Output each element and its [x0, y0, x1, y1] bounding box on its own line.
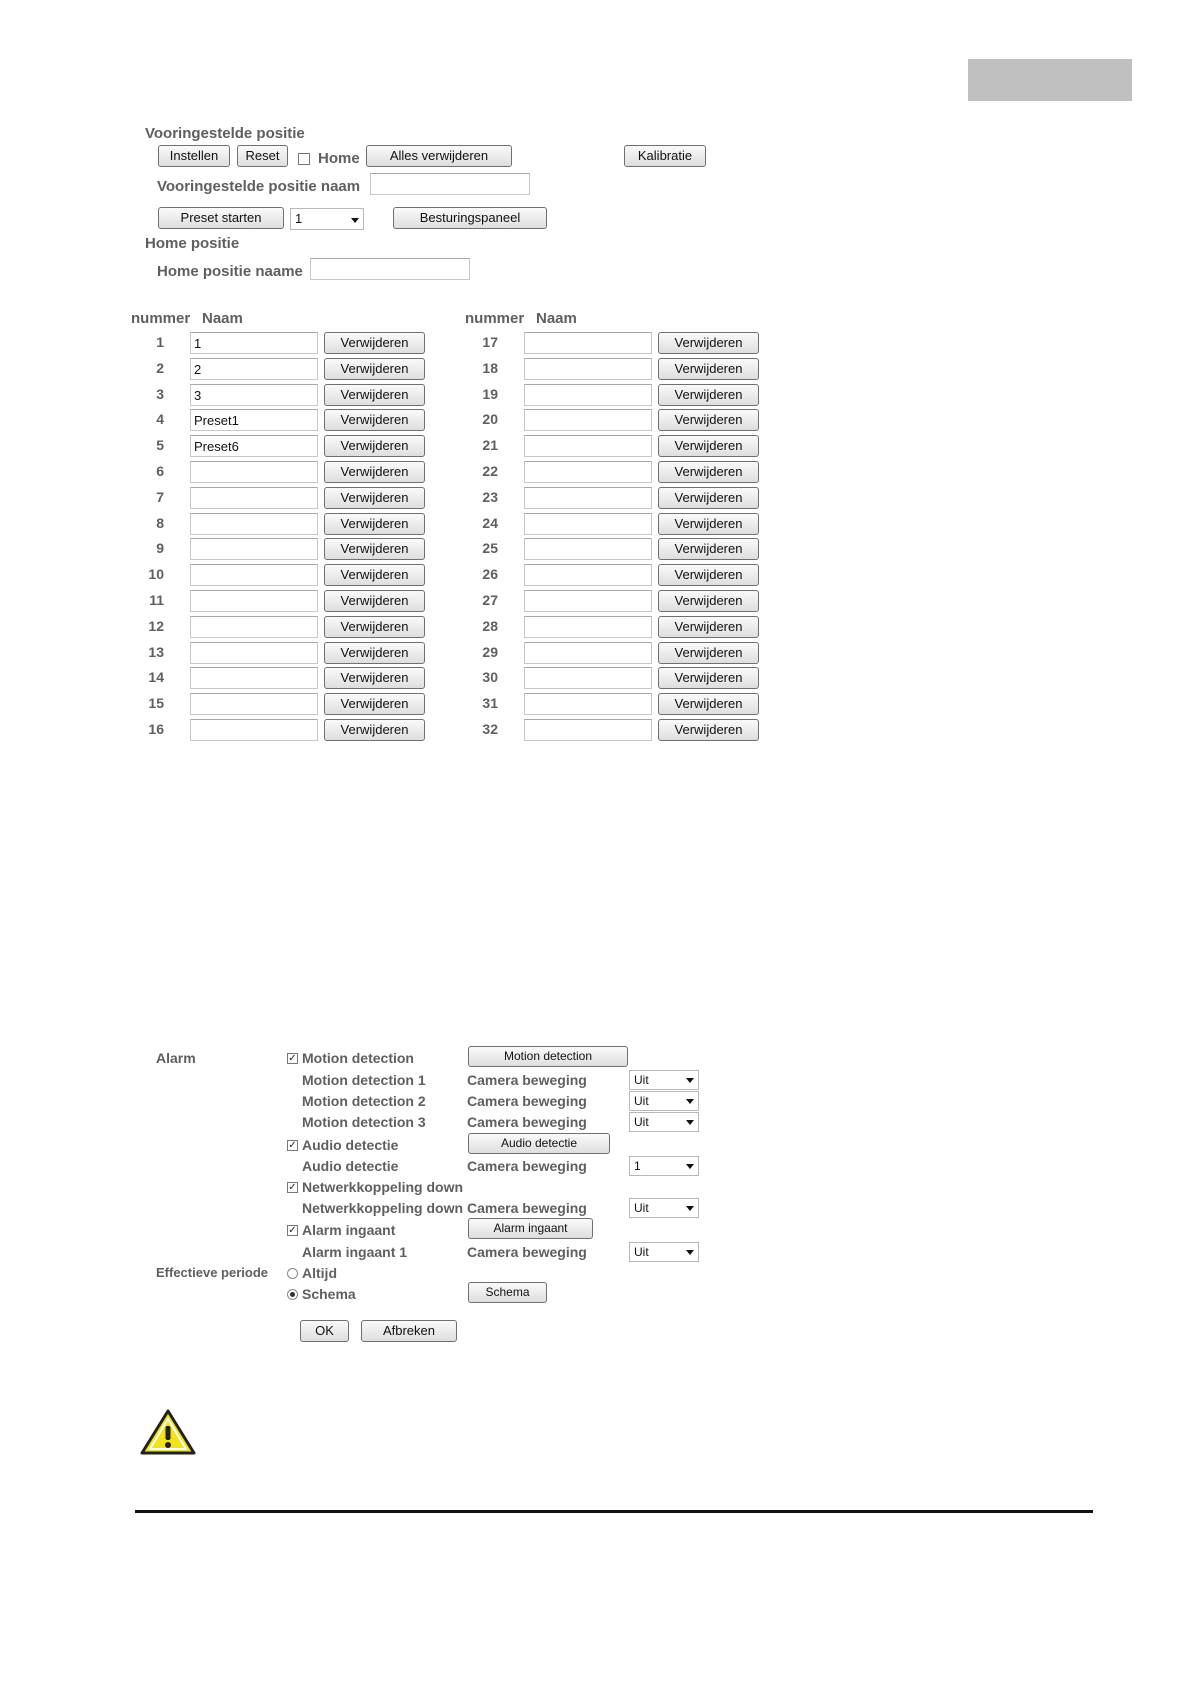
row-name-input[interactable]	[524, 461, 652, 483]
row-number: 12	[148, 617, 164, 634]
row-name-input[interactable]	[524, 435, 652, 457]
row-number: 15	[148, 695, 164, 712]
row-number: 13	[148, 643, 164, 660]
verwijderen-button[interactable]: Verwijderen	[324, 616, 425, 638]
row-number: 11	[149, 592, 164, 608]
md1-select-value: Uit	[634, 1073, 649, 1087]
row-number: 21	[482, 437, 498, 454]
chevron-down-icon	[686, 1120, 694, 1125]
verwijderen-button[interactable]: Verwijderen	[324, 642, 425, 664]
instellen-button[interactable]: Instellen	[158, 145, 230, 167]
alarm-title: Alarm	[156, 1050, 196, 1066]
verwijderen-button[interactable]: Verwijderen	[658, 642, 759, 664]
col-num-header-right: nummer	[465, 310, 525, 327]
verwijderen-button[interactable]: Verwijderen	[324, 461, 425, 483]
md1-label: Motion detection 1	[302, 1072, 426, 1088]
row-number: 26	[482, 566, 498, 583]
verwijderen-button[interactable]: Verwijderen	[324, 409, 425, 431]
md2-action: Camera beweging	[467, 1093, 587, 1109]
verwijderen-button[interactable]: Verwijderen	[658, 693, 759, 715]
netwerk-sub-label: Netwerkkoppeling down	[302, 1200, 464, 1216]
verwijderen-button[interactable]: Verwijderen	[658, 564, 759, 586]
row-name-input[interactable]	[190, 693, 318, 715]
md3-label: Motion detection 3	[302, 1114, 426, 1130]
row-number: 20	[482, 411, 498, 428]
col-name-header-right: Naam	[536, 310, 577, 327]
verwijderen-button[interactable]: Verwijderen	[658, 332, 759, 354]
verwijderen-button[interactable]: Verwijderen	[658, 384, 759, 406]
md2-label: Motion detection 2	[302, 1093, 426, 1109]
col-num-header-left: nummer	[131, 310, 191, 327]
md1-action: Camera beweging	[467, 1072, 587, 1088]
chevron-down-icon	[686, 1164, 694, 1169]
row-name-input[interactable]	[190, 616, 318, 638]
audio-select-value: 1	[634, 1159, 641, 1173]
netwerk-select[interactable]	[629, 1198, 699, 1218]
col-name-header-left: Naam	[202, 310, 243, 327]
row-name-input[interactable]	[524, 332, 652, 354]
audio-select[interactable]	[629, 1156, 699, 1176]
chevron-down-icon	[686, 1206, 694, 1211]
preset-starten-button[interactable]: Preset starten	[158, 207, 284, 229]
schema-label: Schema	[302, 1286, 356, 1302]
verwijderen-button[interactable]: Verwijderen	[324, 564, 425, 586]
row-name-input[interactable]	[190, 538, 318, 560]
alles-verwijderen-button[interactable]: Alles verwijderen	[366, 145, 512, 167]
row-number: 18	[482, 359, 498, 376]
row-name-input[interactable]: Preset1	[190, 409, 318, 431]
preset-name-label: Vooringestelde positie naam	[157, 178, 361, 195]
verwijderen-button[interactable]: Verwijderen	[324, 590, 425, 612]
row-number: 8	[156, 514, 164, 531]
schema-button[interactable]: Schema	[468, 1282, 547, 1303]
verwijderen-button[interactable]: Verwijderen	[324, 435, 425, 457]
chevron-down-icon	[686, 1250, 694, 1255]
ok-button[interactable]: OK	[300, 1320, 349, 1342]
verwijderen-button[interactable]: Verwijderen	[324, 538, 425, 560]
reset-button[interactable]: Reset	[237, 145, 288, 167]
verwijderen-button[interactable]: Verwijderen	[324, 384, 425, 406]
row-name-input[interactable]	[190, 642, 318, 664]
verwijderen-button[interactable]: Verwijderen	[658, 513, 759, 535]
home-section-title: Home positie	[145, 235, 240, 252]
md3-select-value: Uit	[634, 1115, 649, 1129]
netwerk-checkbox[interactable]: ✓	[288, 1182, 297, 1193]
chevron-down-icon	[686, 1078, 694, 1083]
row-number: 23	[482, 488, 498, 505]
row-number: 19	[482, 385, 498, 402]
row-name-input[interactable]	[524, 409, 652, 431]
preset-name-input[interactable]	[370, 173, 530, 195]
row-number: 1	[156, 334, 164, 350]
warning-icon	[140, 1408, 196, 1456]
verwijderen-button[interactable]: Verwijderen	[658, 409, 759, 431]
row-name-input[interactable]	[190, 564, 318, 586]
chevron-down-icon	[686, 1099, 694, 1104]
home-checkbox[interactable]	[298, 153, 310, 165]
row-number: 3	[156, 385, 164, 402]
altijd-radio[interactable]	[287, 1268, 298, 1279]
verwijderen-button[interactable]: Verwijderen	[324, 487, 425, 509]
row-number: 14	[148, 669, 164, 686]
row-name-input[interactable]	[190, 719, 318, 741]
row-number: 29	[482, 643, 498, 660]
alarm-ingaant1-label: Alarm ingaant 1	[302, 1244, 408, 1260]
audio-detectie-label: Audio detectie	[302, 1137, 399, 1153]
row-name-input[interactable]: 3	[190, 384, 318, 406]
verwijderen-button[interactable]: Verwijderen	[658, 358, 759, 380]
row-name-input[interactable]	[524, 590, 652, 612]
header-block	[968, 59, 1132, 101]
verwijderen-button[interactable]: Verwijderen	[658, 538, 759, 560]
row-number: 9	[156, 540, 164, 557]
kalibratie-button[interactable]: Kalibratie	[624, 145, 706, 167]
md3-select[interactable]	[629, 1112, 699, 1132]
row-number: 27	[482, 592, 498, 608]
besturingspaneel-button[interactable]: Besturingspaneel	[393, 207, 547, 229]
row-number: 2	[156, 359, 164, 376]
verwijderen-button[interactable]: Verwijderen	[658, 616, 759, 638]
row-name-input[interactable]	[190, 667, 318, 689]
row-name-input[interactable]	[524, 358, 652, 380]
md2-select[interactable]	[629, 1091, 699, 1111]
row-name-input[interactable]: 1	[190, 332, 318, 354]
verwijderen-button[interactable]: Verwijderen	[324, 513, 425, 535]
row-name-input[interactable]	[190, 487, 318, 509]
schema-radio[interactable]	[287, 1289, 298, 1300]
chevron-down-icon	[351, 218, 359, 223]
alarm-ingaant-checkbox[interactable]: ✓	[288, 1225, 297, 1236]
netwerk-select-value: Uit	[634, 1201, 649, 1215]
row-name-input[interactable]	[524, 513, 652, 535]
md2-select-value: Uit	[634, 1094, 649, 1108]
verwijderen-button[interactable]: Verwijderen	[324, 358, 425, 380]
bottom-divider	[135, 1510, 1093, 1513]
audio-sub-label: Audio detectie	[302, 1158, 399, 1174]
motion-detection-checkbox[interactable]: ✓	[288, 1053, 297, 1064]
row-number: 5	[156, 437, 164, 454]
row-name-input[interactable]: Preset6	[190, 435, 318, 457]
verwijderen-button[interactable]: Verwijderen	[658, 719, 759, 741]
preset-select-value: 1	[295, 211, 303, 226]
md3-action: Camera beweging	[467, 1114, 587, 1130]
row-number: 31	[482, 695, 498, 712]
row-number: 25	[482, 540, 498, 557]
md1-select[interactable]	[629, 1070, 699, 1090]
alarm-ingaant-button[interactable]: Alarm ingaant	[468, 1218, 593, 1239]
audio-detectie-button[interactable]: Audio detectie	[468, 1133, 610, 1154]
audio-action: Camera beweging	[467, 1158, 587, 1174]
motion-detection-button[interactable]: Motion detection	[468, 1046, 628, 1067]
verwijderen-button[interactable]: Verwijderen	[324, 693, 425, 715]
row-number: 24	[482, 514, 498, 531]
preset-select[interactable]	[290, 208, 364, 230]
row-number: 28	[482, 617, 498, 634]
verwijderen-button[interactable]: Verwijderen	[324, 719, 425, 741]
verwijderen-button[interactable]: Verwijderen	[658, 590, 759, 612]
row-number: 30	[482, 669, 498, 686]
verwijderen-button[interactable]: Verwijderen	[658, 667, 759, 689]
row-name-input[interactable]	[524, 642, 652, 664]
home-label: Home	[318, 150, 360, 167]
home-name-label: Home positie naame	[157, 263, 303, 280]
netwerk-action: Camera beweging	[467, 1200, 587, 1216]
row-name-input[interactable]	[190, 461, 318, 483]
alarm-ingaant1-select-value: Uit	[634, 1245, 649, 1259]
audio-detectie-checkbox[interactable]: ✓	[288, 1140, 297, 1151]
row-name-input[interactable]	[524, 693, 652, 715]
alarm-ingaant-label: Alarm ingaant	[302, 1222, 396, 1238]
verwijderen-button[interactable]: Verwijderen	[324, 332, 425, 354]
row-name-input[interactable]: 2	[190, 358, 318, 380]
row-number: 7	[156, 488, 164, 505]
row-name-input[interactable]	[524, 616, 652, 638]
row-name-input[interactable]	[524, 538, 652, 560]
row-number: 10	[148, 566, 164, 583]
home-name-input[interactable]	[310, 258, 470, 280]
preset-section-title: Vooringestelde positie	[145, 125, 305, 142]
row-number: 32	[482, 721, 498, 737]
motion-detection-label: Motion detection	[302, 1050, 414, 1066]
row-number: 16	[148, 721, 164, 737]
verwijderen-button[interactable]: Verwijderen	[658, 487, 759, 509]
row-number: 22	[482, 463, 498, 479]
netwerk-label: Netwerkkoppeling down	[302, 1179, 464, 1195]
verwijderen-button[interactable]: Verwijderen	[324, 667, 425, 689]
verwijderen-button[interactable]: Verwijderen	[658, 461, 759, 483]
alarm-ingaant1-action: Camera beweging	[467, 1244, 587, 1260]
row-number: 4	[156, 411, 164, 428]
row-name-input[interactable]	[524, 719, 652, 741]
row-number: 17	[482, 334, 498, 350]
row-name-input[interactable]	[190, 513, 318, 535]
row-name-input[interactable]	[524, 487, 652, 509]
verwijderen-button[interactable]: Verwijderen	[658, 435, 759, 457]
row-name-input[interactable]	[190, 590, 318, 612]
effectieve-periode-label: Effectieve periode	[156, 1265, 268, 1280]
row-name-input[interactable]	[524, 667, 652, 689]
row-number: 6	[156, 463, 164, 479]
row-name-input[interactable]	[524, 384, 652, 406]
altijd-label: Altijd	[302, 1265, 337, 1281]
row-name-input[interactable]	[524, 564, 652, 586]
alarm-ingaant1-select[interactable]	[629, 1242, 699, 1262]
afbreken-button[interactable]: Afbreken	[361, 1320, 457, 1342]
